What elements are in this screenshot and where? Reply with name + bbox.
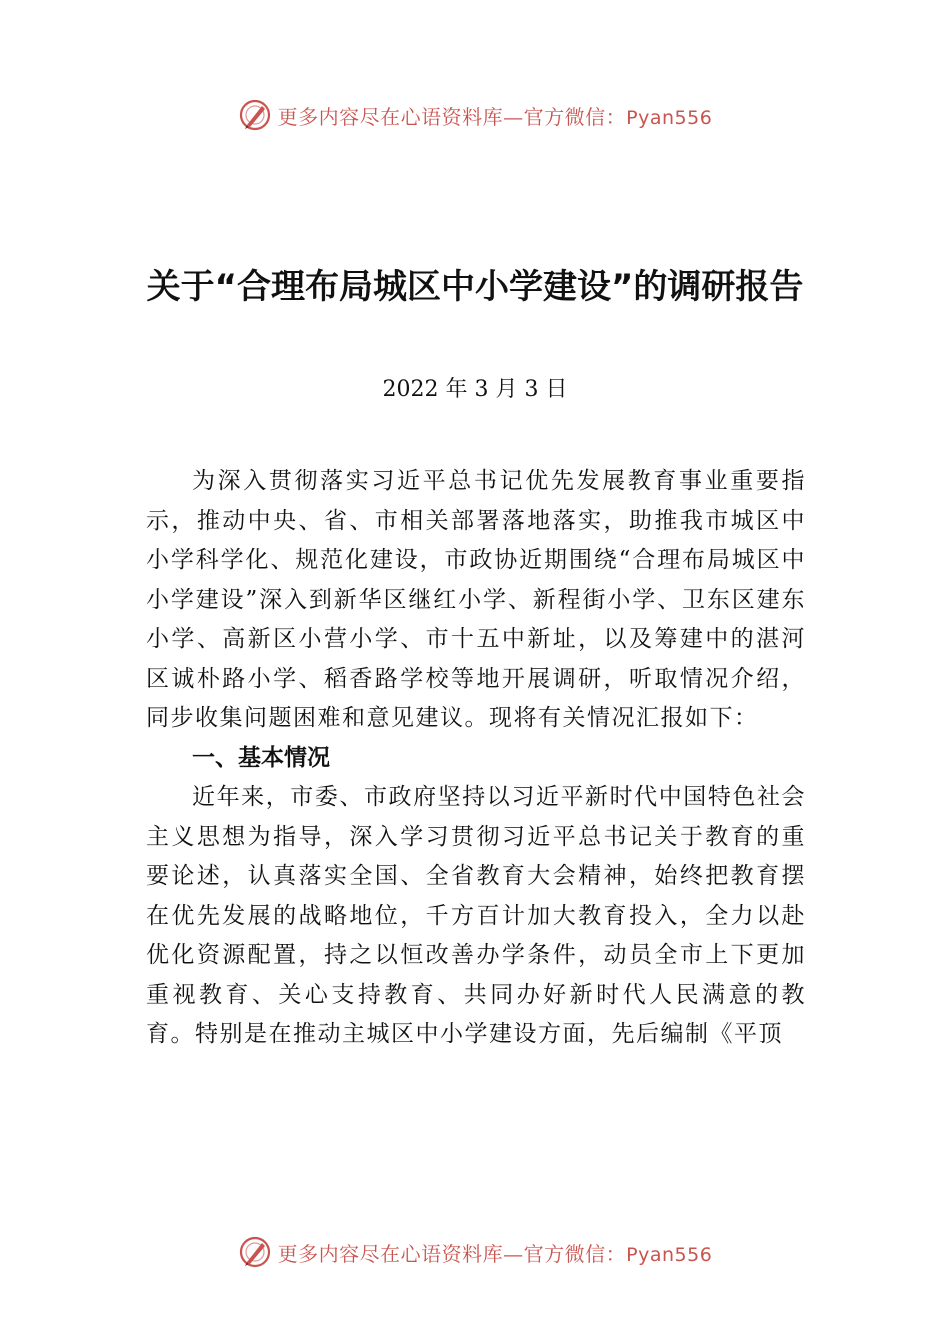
watermark-text: 更多内容尽在心语资料库—官方微信：Pyan556	[277, 1241, 713, 1266]
intro-paragraph: 为深入贯彻落实习近平总书记优先发展教育事业重要指示，推动中央、省、市相关部署落地落实，助推我市城区中小学科学化、规范化建设，市政协近期围绕“合理布局城区中小学建设”深入到新华区继红小学、新程街小学、卫东区建东小学、高新区小营小学、市十五中新址，以及筹建中的湛河区诚朴路小学、稻香路学校等地开展调研，听取情况介绍，同步收集问题困难和意见建议。现将有关情况汇报如下：	[146, 468, 806, 731]
document-date: 2022 年 3 月 3 日	[382, 377, 568, 402]
section-heading: 一、基本情况	[192, 744, 330, 771]
pen-logo-icon	[238, 98, 272, 132]
document-body	[146, 462, 806, 1055]
watermark-wechat-id: Pyan556	[626, 106, 713, 129]
section-paragraph: 近年来，市委、市政府坚持以习近平新时代中国特色社会主义思想为指导，深入学习贯彻习近平总书记关于教育的重要论述，认真落实全国、全省教育大会精神，始终把教育摆在优先发展的战略地位，千方百计加大教育投入，全力以赴优化资源配置，持之以恒改善办学条件，动员全市上下更加重视教育、关心支持教育、共同办好新时代人民满意的教育。特别是在推动主城区中小学建设方面，先后编制《平顶	[146, 784, 806, 1047]
footer-watermark	[0, 1232, 950, 1272]
watermark-text: 更多内容尽在心语资料库—官方微信：Pyan556	[277, 104, 713, 129]
watermark-wechat-id: Pyan556	[626, 1243, 713, 1266]
document-title: 关于“合理布局城区中小学建设”的调研报告	[146, 267, 804, 307]
pen-logo-icon	[238, 1235, 272, 1269]
header-watermark	[0, 95, 950, 135]
